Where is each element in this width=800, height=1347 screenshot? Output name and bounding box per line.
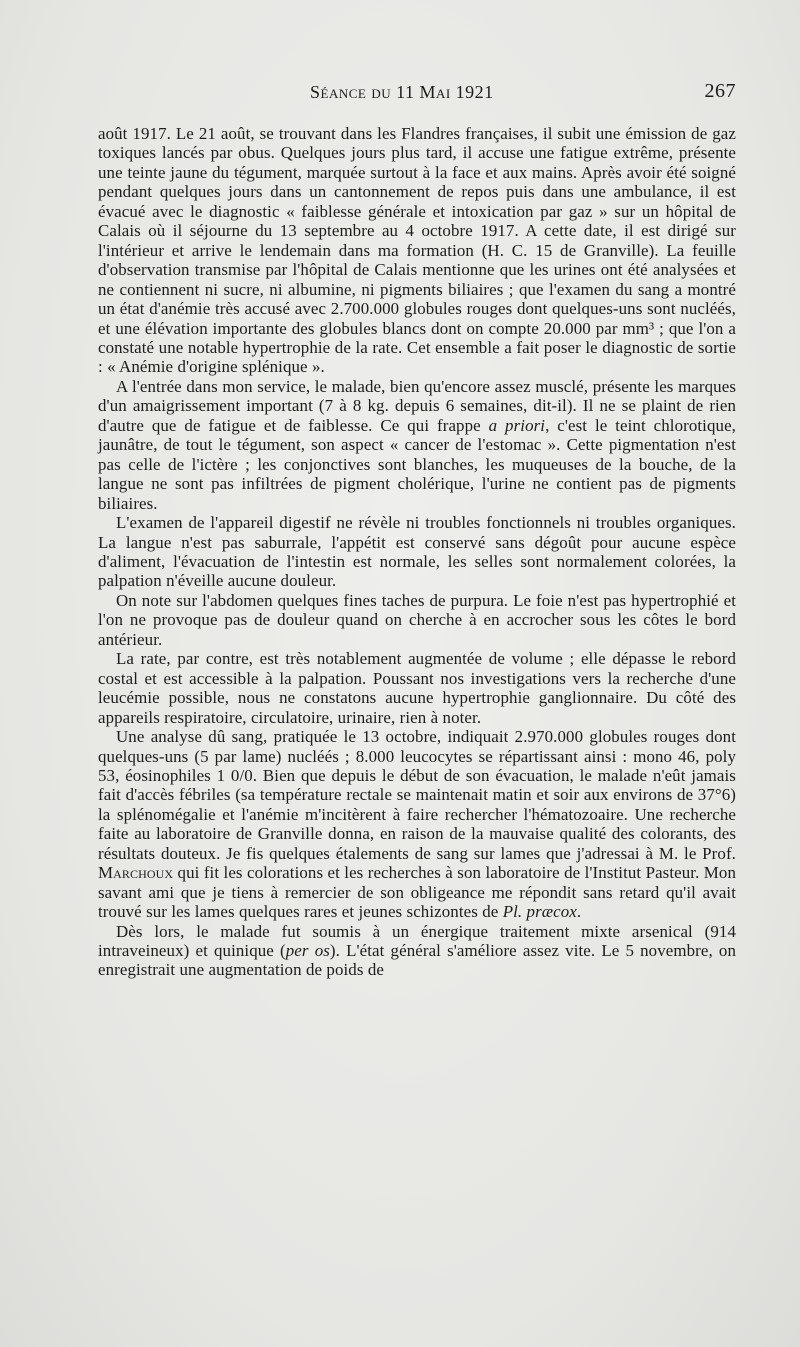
- paragraph-6-text-after: .: [576, 902, 582, 922]
- running-head: [98, 78, 736, 108]
- body-text: [98, 124, 736, 980]
- paragraph-4: [98, 591, 736, 649]
- paragraph-2-text-after: , c'est le teint chlorotique, jaunâtre, de tout le tégument, son aspect « cancer de l'estomac ». Cette pigmentation n'est pas celle de l'ictère ; les conjonctives sont blanches, les muqueuses de la bouche, de la langue ne sont pas infiltrées de pigment cholérique, l'urine ne contient pas de pigments biliaires.: [98, 415, 736, 513]
- paragraph-6-italic: Pl. præcox: [502, 902, 577, 922]
- paragraph-2-italic: a priori: [488, 415, 546, 435]
- paragraph-7-italic: per os: [285, 941, 330, 961]
- paragraph-2: [98, 377, 736, 513]
- paragraph-1: [98, 124, 736, 377]
- paragraph-5-text: La rate, par contre, est très notablement augmentée de volume ; elle dépasse le rebord costal et est accessible à la palpation. Poussant nos investigations vers la recherche d'une leucémie possible, nous ne constatons aucune hypertrophie ganglionnaire. Du côté des appareils respiratoire, circulatoire, urinaire, rien à noter.: [98, 649, 736, 727]
- paragraph-2-text-before: A l'entrée dans mon service, le malade, bien qu'encore assez musclé, présente les marques d'un amaigrissement important (7 à 8 kg. depuis 6 semaines, dit-il). Il ne se plaint de rien d'autre que de fatigue et de faiblesse. Ce qui frappe: [98, 376, 736, 435]
- paragraph-7: [98, 922, 736, 980]
- paragraph-6-text-middle: qui fit les colorations et les recherches à son laboratoire de l'Institut Pasteur. Mon savant ami que je tiens à remercier de son obligeance me répondit sans retard qu'il avait trouvé sur les lames quelques rares et jeunes schizontes de: [98, 863, 736, 922]
- paragraph-7-text-after: ). L'état général s'améliore assez vite. Le 5 novembre, on enregistrait une augmentation de poids de: [98, 941, 737, 980]
- running-title: Séance du 11 Mai 1921: [310, 82, 494, 102]
- paragraph-7-text-before: Dès lors, le malade fut soumis à un énergique traitement mixte arsenical (914 intraveineux) et quinique (: [98, 921, 736, 961]
- paragraph-1-text: août 1917. Le 21 août, se trouvant dans les Flandres françaises, il subit une émission de gaz toxiques lancés par obus. Quelques jours plus tard, il accuse une fatigue extrême, présente une teinte jaune du tégument, marquée surtout à la face et aux mains. Après avoir été soigné pendant quelques jours dans un cantonnement de repos puis dans une ambulance, il est évacué avec le diagnostic « faiblesse générale et intoxication par gaz » sur un hôpital de Calais où il séjourne du 13 septembre au 4 octobre 1917. A cette date, il est dirigé sur l'intérieur et arrive le lendemain dans ma formation (H. C. 15 de Granville). La feuille d'observation transmise par l'hôpital de Calais mentionne que les urines ont été analysées et ne contiennent ni sucre, ni albumine, ni pigments biliaires ; que l'examen du sang a montré un état d'anémie très accusé avec 2.700.000 globules rouges dont quelques-uns sont nucléés, et une élévation importante des globules blancs dont on compte 20.000 par mm³ ; que l'on a constaté une notable hypertrophie de la rate. Cet ensemble a fait poser le diagnostic de sortie : « Anémie d'origine splénique ».: [98, 124, 736, 377]
- paragraph-3-text: L'examen de l'appareil digestif ne révèle ni troubles fonctionnels ni troubles organiques. La langue n'est pas saburrale, l'appétit est conservé sans dégoût pour aucune espèce d'aliment, l'évacuation de l'intestin est normale, les selles sont normalement colorées, la palpation n'éveille aucune douleur.: [98, 513, 736, 591]
- paragraph-6: [98, 727, 736, 922]
- paragraph-3: [98, 513, 736, 591]
- page-number: 267: [704, 80, 736, 102]
- paragraph-6-text-before: Une analyse dû sang, pratiquée le 13 octobre, indiquait 2.970.000 globules rouges dont quelques-uns (5 par lame) nucléés ; 8.000 leucocytes se répartissant ainsi : mono 46, poly 53, éosinophiles 1 0/0. Bien que depuis le début de son évacuation, le malade n'eût jamais fait d'accès fébriles (sa température rectale se maintenait matin et soir aux environs de 37°6) la splénomégalie et l'anémie m'incitèrent à faire rechercher l'hématozoaire. Une recherche faite au laboratoire de Granville donna, en raison de la mauvaise qualité des colorants, des résultats douteux. Je fis quelques étalements de sang sur lames que j'adressai à M. le Prof.: [98, 727, 736, 863]
- author-name-smallcaps: Marchoux: [98, 863, 174, 883]
- paragraph-5: [98, 649, 736, 727]
- paragraph-4-text: On note sur l'abdomen quelques fines taches de purpura. Le foie n'est pas hypertrophié et l'on ne provoque pas de douleur quand on cherche à en accrocher sous les côtes le bord antérieur.: [98, 590, 736, 649]
